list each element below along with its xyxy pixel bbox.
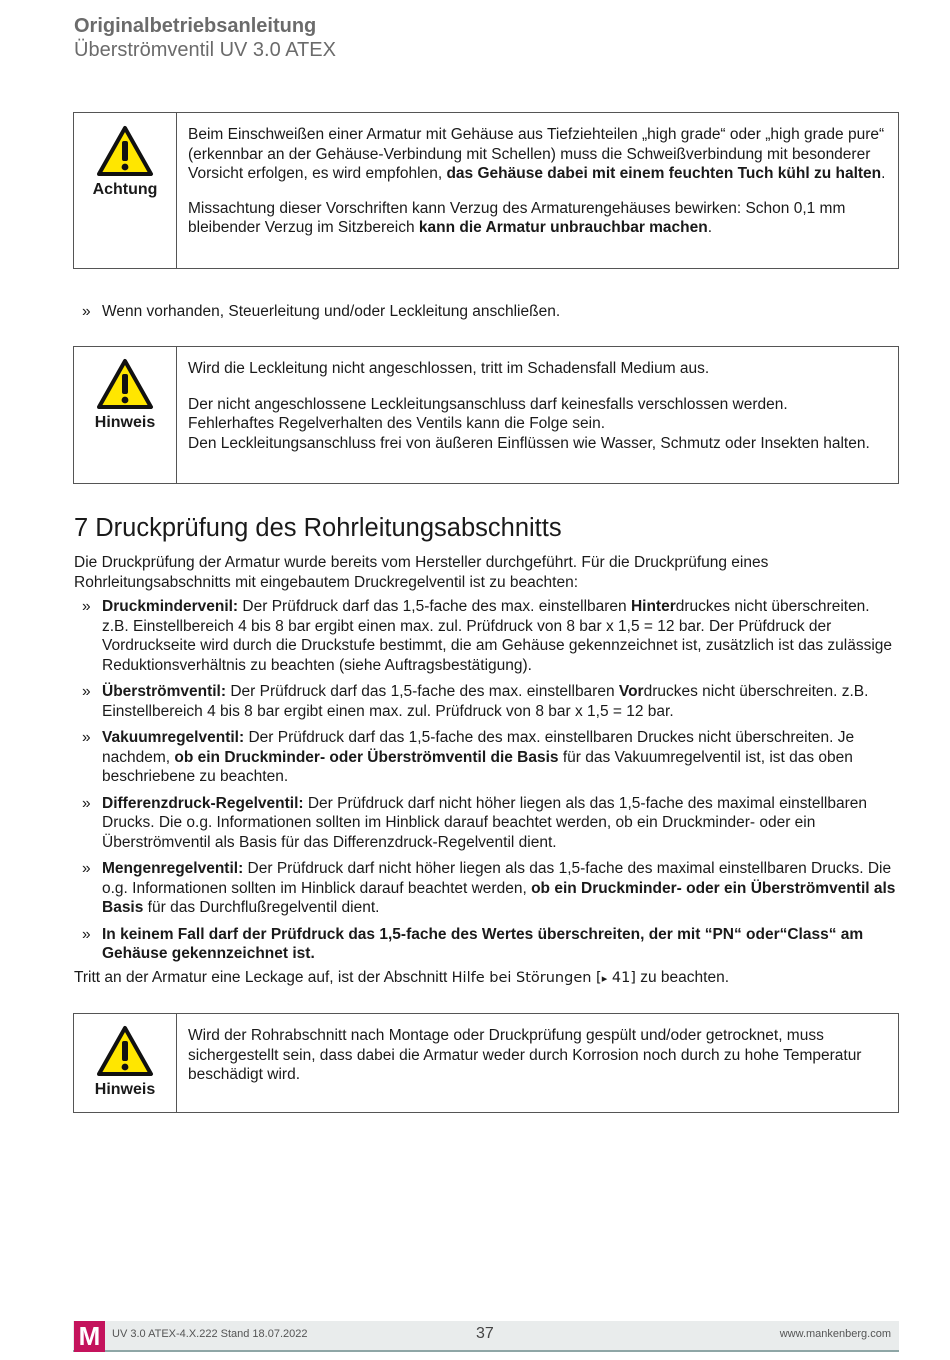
notice-icon-column (74, 347, 177, 483)
mankenberg-logo: M (74, 1321, 105, 1352)
list-item: » Differenzdruck-Regelventil: Der Prüfdruck darf nicht höher liegen als das 1,5-fache des maximal einstellbaren Drucks. Die o.g. Informationen sollten im Hinblick darauf beachtet werden, ob ein Druckminder- oder ein Überströmventil als Basis für das Differenzdruck-Regelventil dient. (82, 794, 868, 851)
notice-paragraph: Missachtung dieser Vorschriften kann Verzug des Armaturengehäuses bewirken: Schon 0,1 mm bleibender Verzug im Sitzbereich kann die Armatur unbrauchbar machen. (188, 199, 846, 236)
bullet-marker: » (82, 303, 91, 320)
cross-reference-link[interactable]: Hilfe bei Störungen [▸ 41] (451, 970, 636, 986)
notice-achtung (73, 112, 899, 269)
notice-icon-column (74, 1014, 177, 1112)
list-item: » Mengenregelventil: Der Prüfdruck darf nicht höher liegen als das 1,5-fache des maximal einstellbaren Drucks. Die o.g. Informationen sollten im Hinblick darauf beachtet werden, ob ein Druckminder- oder ein Überströmventil als Basis für das Durchflußregelventil dient. (82, 860, 896, 916)
notice-label: Achtung (92, 181, 158, 198)
warning-triangle-icon (96, 358, 154, 410)
section-outro: Tritt an der Armatur eine Leckage auf, ist der Abschnitt Hilfe bei Störungen [▸ 41] zu beachten. (74, 969, 730, 986)
list-item: » Druckmindervenil: Der Prüfdruck darf das 1,5-fache des max. einstellbaren Hinterdruckes nicht überschreiten. z.B. Einstellbereich 4 bis 8 bar ergibt einen max. zul. Prüfdruck von 8 bar x 1,5 = 12 bar. Der Prüfdruck der Vordruckseite wird durch die Druckstufe bestimmt, die am Gehäuse gekennzeichnet ist, zusätzlich ist das zulässige Reduktionsverhältnis zu beachten (siehe Auftragsbestätigung). (82, 598, 893, 674)
notice-text (177, 1014, 898, 1112)
pressure-test-list (74, 597, 896, 971)
section-intro: Die Druckprüfung der Armatur wurde bereits vom Hersteller durchgeführt. Für die Druckprüfung eines Rohrleitungsabschnitts mit eingebautem Druckregelventil ist zu beachten: (74, 554, 769, 591)
notice-icon-column (74, 113, 177, 268)
product-title: Überströmventil UV 3.0 ATEX (74, 39, 336, 61)
notice-paragraph: Fehlerhaftes Regelverhalten des Ventils kann die Folge sein. (188, 415, 606, 432)
section-heading: 7 Druckprüfung des Rohrleitungsabschnitts (74, 514, 562, 542)
notice-paragraph: Wird die Leckleitung nicht angeschlossen, tritt im Schadensfall Medium aus. (188, 360, 710, 377)
website-link[interactable]: www.mankenberg.com (779, 1328, 891, 1340)
notice-label: Hinweis (94, 1081, 156, 1098)
notice-paragraph: Der nicht angeschlossene Leckleitungsanschluss darf keinesfalls verschlossen werden. (188, 395, 788, 413)
notice-text (177, 347, 882, 483)
list-item: » Vakuumregelventil: Der Prüfdruck darf das 1,5-fache des max. einstellbaren Druckes nicht überschreiten. Je nachdem, ob ein Druckminder- oder Überströmventil die Basis für das Vakuumregelventil ist, ist das oben beschriebene zu beachten. (82, 729, 855, 785)
footer-divider (73, 1350, 899, 1352)
warning-triangle-icon (96, 125, 154, 177)
page-header (74, 14, 336, 62)
list-item: » Überströmventil: Der Prüfdruck darf das 1,5-fache des max. einstellbaren Vordruckes nicht überschreiten. z.B. Einstellbereich 4 bis 8 bar ergibt einen max. zul. Prüfdruck von 8 bar x 1,5 = 12 bar. (82, 683, 869, 720)
notice-paragraph: Den Leckleitungsanschluss frei von äußeren Einflüssen wie Wasser, Schmutz oder Insekten halten. (188, 434, 870, 452)
list-item: » In keinem Fall darf der Prüfdruck das 1,5-fache des Wertes überschreiten, der mit “PN“ oder“Class“ am Gehäuse gekennzeichnet ist. (82, 925, 864, 962)
notice-hinweis-spuelen (73, 1013, 899, 1113)
document-type-title: Originalbetriebsanleitung (74, 15, 317, 37)
notice-label: Hinweis (94, 414, 156, 431)
notice-paragraph: Beim Einschweißen einer Armatur mit Gehäuse aus Tiefziehteilen „high grade“ oder „high grade pure“ (erkennbar an der Gehäuse-Verbindung mit Schellen) muss die Schweißverbindung mit besonderer Vorsicht erfolgen, es wird empfohlen, das Gehäuse dabei mit einem feuchten Tuch kühl zu halten. (188, 126, 886, 182)
document-reference: UV 3.0 ATEX-4.X.222 Stand 18.07.2022 (112, 1328, 308, 1340)
warning-triangle-icon (96, 1025, 154, 1077)
arrow-right-icon: ▸ (601, 972, 608, 985)
page-number: 37 (476, 1325, 494, 1342)
notice-paragraph: Wird der Rohrabschnitt nach Montage oder Druckprüfung gespült und/oder getrocknet, muss sichergestellt sein, dass dabei die Armatur weder durch Korrosion noch durch zu hohe Temperatur beschädigt wird. (188, 1027, 862, 1083)
instruction-bullet: » Wenn vorhanden, Steuerleitung und/oder Leckleitung anschließen. (82, 303, 561, 320)
notice-text (177, 113, 898, 268)
notice-hinweis-leckleitung (73, 346, 899, 484)
